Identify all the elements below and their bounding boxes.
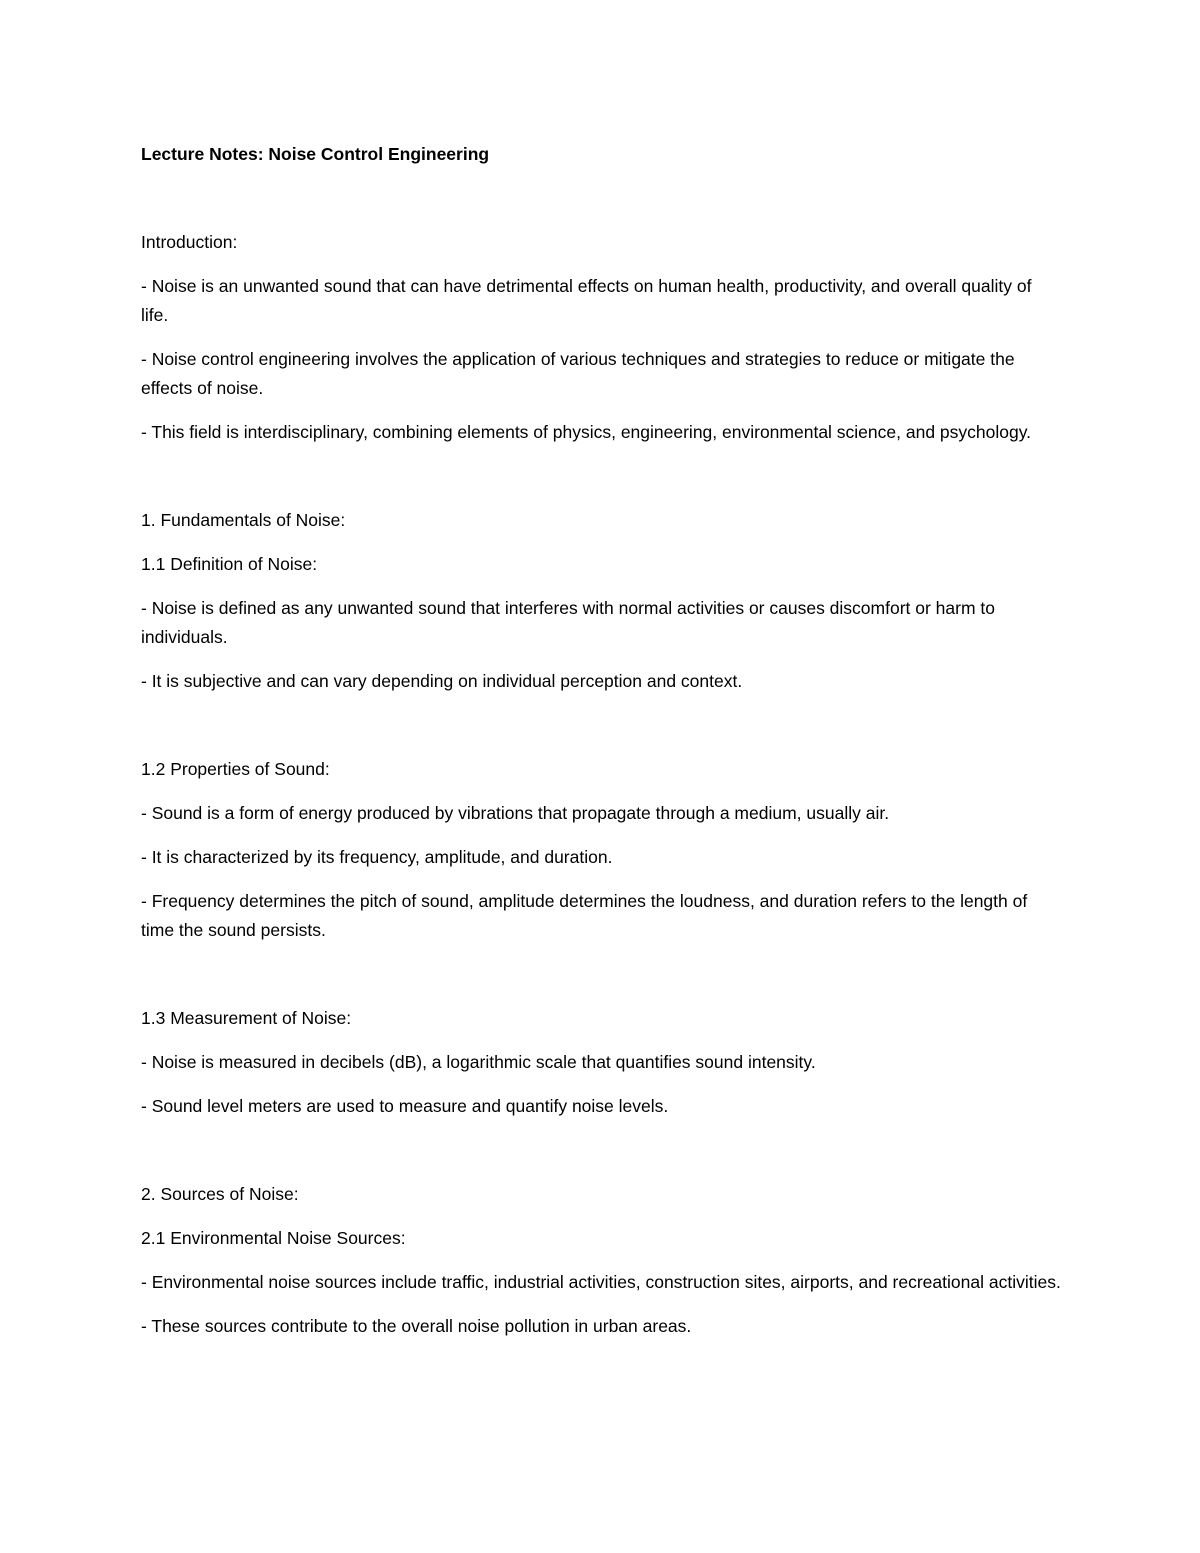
bullet-item: - These sources contribute to the overall noise pollution in urban areas.	[141, 1316, 692, 1336]
subsection-heading: 2.1 Environmental Noise Sources:	[141, 1228, 406, 1248]
bullet-item: - Environmental noise sources include traffic, industrial activities, construction sites, airports, and recreational activities.	[141, 1272, 1061, 1292]
subsection-heading: 1.3 Measurement of Noise:	[141, 1008, 352, 1028]
intro-bullet: - This field is interdisciplinary, combining elements of physics, engineering, environmental science, and psychology.	[141, 422, 1032, 442]
bullet-item: - Noise is measured in decibels (dB), a logarithmic scale that quantifies sound intensity.	[141, 1052, 816, 1072]
bullet-item: - Noise is defined as any unwanted sound that interferes with normal activities or causes discomfort or harm to individuals.	[141, 598, 996, 647]
bullet-item: - Sound is a form of energy produced by vibrations that propagate through a medium, usually air.	[141, 803, 890, 823]
intro-bullet: - Noise is an unwanted sound that can have detrimental effects on human health, productivity, and overall quality of life.	[141, 276, 1032, 325]
section-heading: 2. Sources of Noise:	[141, 1184, 299, 1204]
bullet-item: - It is subjective and can vary depending on individual perception and context.	[141, 671, 743, 691]
bullet-item: - Sound level meters are used to measure and quantify noise levels.	[141, 1096, 669, 1116]
section-heading: 1. Fundamentals of Noise:	[141, 510, 346, 530]
document-title: Lecture Notes: Noise Control Engineering	[141, 144, 490, 164]
bullet-item: - Frequency determines the pitch of sound, amplitude determines the loudness, and duration refers to the length of time the sound persists.	[141, 891, 1028, 940]
intro-heading: Introduction:	[141, 232, 238, 252]
subsection-heading: 1.2 Properties of Sound:	[141, 759, 330, 779]
document-body	[141, 140, 1061, 1341]
subsection-heading: 1.1 Definition of Noise:	[141, 554, 318, 574]
bullet-item: - It is characterized by its frequency, amplitude, and duration.	[141, 847, 613, 867]
intro-bullet: - Noise control engineering involves the application of various techniques and strategies to reduce or mitigate the effects of noise.	[141, 349, 1015, 398]
